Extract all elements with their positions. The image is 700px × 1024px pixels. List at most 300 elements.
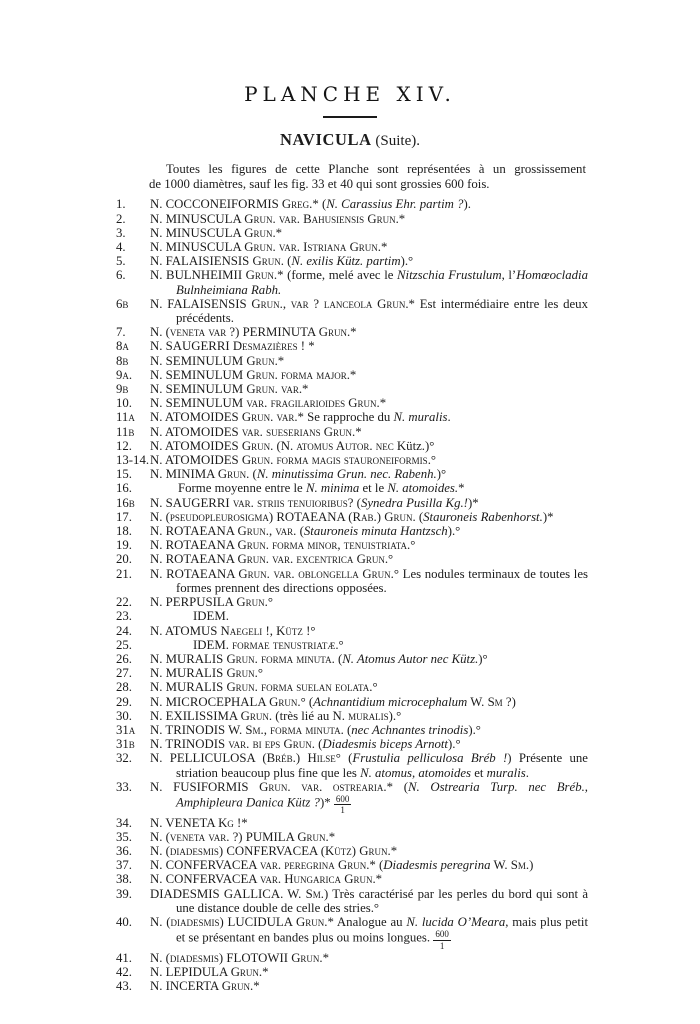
text-segment: . (525, 765, 529, 780)
item-text (150, 538, 588, 552)
item-number: 23. (116, 609, 132, 624)
text-segment: )° (478, 651, 488, 666)
list-item (116, 254, 588, 268)
text-segment: N. ROTAEANA (150, 524, 238, 539)
text-segment: N. ( (150, 950, 170, 965)
text-segment: Grun. (240, 708, 273, 723)
text-segment: * (forme, melé avec le (277, 268, 398, 283)
text-segment: N. minima (305, 481, 360, 496)
text-segment: (très lié au N. (272, 708, 349, 723)
item-number: 8b (116, 353, 129, 368)
text-segment: ° (338, 637, 344, 652)
text-segment: N. MICROCEPHALA (150, 694, 270, 709)
list-item (116, 737, 588, 751)
text-segment: Grun. var. (246, 382, 303, 397)
list-item (116, 538, 588, 552)
item-text (150, 268, 588, 296)
text-segment: ° ( (300, 694, 314, 709)
text-segment: Diadesmis peregrina (383, 858, 491, 873)
item-number: 38. (116, 872, 132, 887)
list-item (116, 212, 588, 226)
item-text (150, 354, 588, 368)
item-number: 11a (116, 410, 135, 425)
text-segment: ° Les nodules terminaux de toutes les formes prennent des directions opposées. (176, 566, 588, 595)
text-segment: Kütz (276, 623, 303, 638)
item-number: 19. (116, 538, 132, 553)
text-segment: Grun. (244, 225, 276, 240)
item-number: 5. (116, 254, 126, 269)
text-segment: ) CONFERVACEA ( (218, 844, 326, 859)
text-segment: ) (376, 509, 385, 524)
item-text (150, 780, 588, 816)
text-segment: * (398, 211, 406, 226)
text-segment: ).° (468, 722, 481, 737)
text-segment: ! * (297, 339, 315, 354)
text-segment: N. MINUSCULA (150, 211, 245, 226)
text-segment: ( (249, 467, 257, 482)
text-segment: muralis (486, 765, 526, 780)
item-text (150, 339, 588, 353)
text-segment: . (447, 410, 451, 425)
text-segment: N. ROTAEANA (150, 552, 238, 567)
text-segment: muralis (348, 708, 389, 723)
text-segment: )* (542, 509, 554, 524)
text-segment: Frustulia pelliculosa Bréb ! (352, 751, 508, 766)
text-segment: * (390, 844, 398, 859)
text-segment: Sm. (305, 886, 324, 901)
item-number: 22. (116, 595, 132, 610)
list-item (116, 567, 588, 595)
text-segment: * (349, 367, 357, 382)
genus-name: NAVICULA (280, 130, 372, 149)
item-number: 4. (116, 240, 126, 255)
fraction-denominator: 1 (340, 805, 345, 816)
list-item (116, 552, 588, 566)
text-segment: var. sueserians Grun. (241, 424, 356, 439)
item-text (150, 595, 588, 609)
text-segment: var. Hungarica Grun. (260, 872, 376, 887)
text-segment: IDEM. (193, 609, 229, 624)
text-segment: N. MINUSCULA (150, 240, 245, 255)
text-segment: Grun. (291, 950, 323, 965)
list-item (116, 268, 588, 296)
text-segment: N. ( (150, 829, 170, 844)
text-segment: Grun. (297, 829, 329, 844)
list-item (116, 354, 588, 368)
list-item (116, 609, 588, 623)
text-segment: ). (463, 197, 471, 212)
text-segment: N. SAUGERRI (150, 495, 233, 510)
text-segment: ° (388, 552, 394, 567)
text-segment: Hilse (307, 751, 336, 766)
text-segment: N. Carassius Ehr. partim ? (326, 197, 464, 212)
text-segment: ).° (400, 254, 414, 269)
item-text (150, 709, 588, 723)
item-number: 10. (116, 396, 132, 411)
text-segment: nec Achnantes trinodis (351, 722, 469, 737)
item-text (150, 965, 588, 979)
text-segment: N. SAUGERRI (150, 339, 233, 354)
text-segment: Grun. var. oblongella Grun. (238, 566, 394, 581)
text-segment: N. lucida O’Meara (406, 915, 506, 930)
text-segment: )° (436, 467, 447, 482)
text-segment: Forme moyenne entre le (178, 481, 306, 496)
text-segment: * (322, 950, 330, 965)
item-text (150, 496, 588, 510)
list-item (116, 858, 588, 872)
list-item (116, 226, 588, 240)
item-number: 21. (116, 566, 132, 581)
item-number: 9a. (116, 367, 133, 382)
text-segment: Stauroneis Rabenhorst. (423, 509, 543, 524)
item-text (150, 737, 588, 751)
item-text (150, 624, 588, 638)
text-segment: Homœocladia Bulnheimiana Rabh. (176, 268, 588, 297)
item-text (150, 751, 588, 779)
text-segment: Kütz.)° (393, 438, 435, 453)
plate-title: PLANCHE XIV. (244, 82, 456, 106)
item-number: 31a (116, 722, 136, 737)
text-segment: N. PELLICULOSA ( (150, 751, 267, 766)
list-item (116, 481, 588, 495)
list-item (116, 339, 588, 353)
text-segment: N. ROTAEANA (150, 566, 239, 581)
item-text (150, 567, 588, 595)
list-item (116, 325, 588, 339)
text-segment: , l’ (501, 268, 517, 283)
item-text (150, 609, 588, 623)
text-segment: N. MURALIS (150, 666, 227, 681)
text-segment: Grun. (245, 268, 278, 283)
list-item (116, 830, 588, 844)
list-item (116, 915, 588, 951)
text-segment: ) PUMILA (238, 829, 298, 844)
text-segment: Grun. (236, 595, 268, 610)
text-segment: ) Présente une striation beaucoup plus fine que les (176, 751, 588, 780)
list-item (116, 595, 588, 609)
text-segment: N. EXILISSIMA (150, 708, 241, 723)
text-segment: W. (467, 694, 488, 709)
text-segment: Sm. (510, 858, 530, 873)
list-item (116, 410, 588, 424)
text-segment: veneta var ? (169, 325, 236, 340)
text-segment: pseudopleurosigma (169, 509, 269, 524)
list-item (116, 979, 588, 993)
item-number: 13-14. (116, 453, 150, 468)
item-text (150, 325, 588, 339)
text-segment: ° (372, 680, 378, 695)
list-item (116, 524, 588, 538)
item-text (150, 830, 588, 844)
text-segment: N. MURALIS (150, 680, 227, 695)
text-segment: Grun. forma minuta. (226, 651, 335, 666)
item-number: 18. (116, 524, 132, 539)
text-segment: * (379, 396, 387, 411)
species-list (0, 197, 700, 993)
item-number: 24. (116, 623, 132, 638)
list-item (116, 887, 588, 915)
item-number: 8a (116, 339, 129, 354)
text-segment: atomus Autor. nec (296, 438, 394, 453)
list-item (116, 510, 588, 524)
intro-line-2: de 1000 diamètres, sauf les fig. 33 et 40 qui sont grossies 600 fois. (149, 177, 490, 192)
text-segment: N. muralis (393, 410, 448, 425)
text-segment: ).° (448, 737, 461, 752)
fraction-numerator: 600 (435, 929, 449, 940)
text-segment: W. (490, 858, 511, 873)
item-number: 39. (116, 886, 132, 901)
text-segment: * (253, 979, 260, 994)
text-segment: N. ( (150, 915, 171, 930)
item-number: 16. (116, 481, 132, 496)
text-segment: ?) (502, 694, 516, 709)
item-number: 17. (116, 509, 132, 524)
list-item (116, 965, 588, 979)
magnification-fraction (433, 929, 451, 951)
text-segment: Rab. (352, 509, 377, 524)
text-segment: N. SEMINULUM (150, 382, 247, 397)
item-number: 31b (116, 737, 135, 752)
item-number: 33. (116, 779, 132, 794)
text-segment: Grun., var. (237, 524, 297, 539)
list-item (116, 872, 588, 886)
item-number: 15. (116, 467, 132, 482)
item-text (150, 887, 588, 915)
magnification-fraction (334, 794, 352, 816)
text-segment: ( (353, 495, 361, 510)
item-text (150, 695, 588, 709)
text-segment: !* (233, 815, 248, 830)
item-text (150, 951, 588, 965)
item-number: 40. (116, 915, 132, 930)
item-text (150, 197, 588, 211)
text-segment: ( (415, 509, 424, 524)
text-segment: N. SEMINULUM (150, 353, 247, 368)
text-segment: Grun. (359, 844, 391, 859)
text-segment: var. bi eps Grun. (228, 737, 315, 752)
text-segment: diadesmis (170, 915, 220, 930)
list-item (116, 197, 588, 211)
list-item (116, 453, 588, 467)
item-text (150, 652, 588, 666)
text-segment: )* (319, 795, 334, 810)
text-segment: N. atomus, atomoides (360, 765, 472, 780)
item-number: 7. (116, 325, 126, 340)
list-item (116, 723, 588, 737)
fraction-numerator: 600 (335, 793, 350, 804)
item-number: 34. (116, 815, 132, 830)
text-segment: Diadesmis biceps Arnott (322, 737, 448, 752)
text-segment: N. ( (150, 844, 170, 859)
text-segment: Grun. (318, 325, 351, 340)
item-text (150, 481, 588, 495)
text-segment: N. ROTAEANA (150, 538, 238, 553)
list-item (116, 240, 588, 254)
title-rule (323, 116, 377, 118)
text-segment: formae tenustriatæ. (232, 637, 339, 652)
text-segment: ) LUCIDULA (219, 915, 297, 930)
text-segment: N. minutissima Grun. nec. Rabenh. (256, 467, 437, 482)
text-segment: ) (529, 858, 534, 873)
list-item (116, 439, 588, 453)
item-text (150, 872, 588, 886)
genus-suffix: (Suite). (371, 133, 420, 149)
text-segment: , mais plus petit et se présentant en bandes plus ou moins longues. (176, 915, 589, 945)
text-segment: IDEM. (193, 637, 233, 652)
text-segment: N. SEMINULUM (150, 367, 247, 382)
text-segment: Grun. forma minor, tenuistriata. (237, 538, 411, 553)
text-segment: N. exilis Kütz. partim (291, 254, 401, 269)
item-number: 20. (116, 552, 132, 567)
text-segment: N. ( (150, 509, 170, 524)
text-segment: * (355, 424, 362, 439)
text-segment: N. CONFERVACEA (150, 872, 261, 887)
text-segment: ° ( (335, 751, 353, 766)
text-segment: (N. (273, 438, 297, 453)
text-segment: Stauroneis minuta Hantzsch (303, 524, 448, 539)
fraction-denominator: 1 (439, 940, 445, 951)
text-segment: Kg (218, 815, 234, 830)
item-number: 30. (116, 708, 132, 723)
text-segment: N. MINUSCULA (150, 225, 245, 240)
text-segment: ( (283, 254, 292, 269)
item-text (150, 382, 588, 396)
text-segment: N. Atomus Autor nec Kütz. (342, 651, 479, 666)
item-text (150, 212, 588, 226)
item-number: 16b (116, 495, 135, 510)
text-segment: Grun. forma magis stauroneiformis. (241, 453, 431, 468)
item-text (150, 680, 588, 694)
text-segment: ).° (447, 524, 461, 539)
text-segment: * Analogue au (327, 915, 407, 930)
text-segment: Achnantidium microcephalum (313, 694, 468, 709)
text-segment: N. ATOMUS (150, 623, 221, 638)
text-segment: N. MINIMA (150, 467, 218, 482)
text-segment: et le (359, 481, 388, 496)
list-item (116, 816, 588, 830)
item-text (150, 915, 588, 951)
item-text (150, 816, 588, 830)
item-number: 29. (116, 694, 132, 709)
list-item (116, 680, 588, 694)
text-segment: * (350, 325, 357, 340)
item-text (150, 723, 588, 737)
text-segment: ( (296, 524, 304, 539)
text-segment: diadesmis (169, 844, 219, 859)
list-item (116, 396, 588, 410)
text-segment: ° (267, 595, 273, 610)
item-number: 37. (116, 858, 132, 873)
list-item (116, 467, 588, 481)
text-segment: N. TRINODIS (150, 737, 229, 752)
text-segment: Grun. var. Istriana Grun. (244, 240, 382, 255)
genus-heading (0, 130, 700, 150)
item-number: 36. (116, 844, 132, 859)
text-segment: Grun. (221, 979, 254, 994)
item-text (150, 425, 588, 439)
text-segment: var. striis tenuioribus? (232, 495, 354, 510)
item-number: 26. (116, 651, 132, 666)
text-segment: N. ATOMOIDES (150, 438, 242, 453)
list-item (116, 652, 588, 666)
text-segment: ° (430, 453, 437, 468)
item-text (150, 858, 588, 872)
item-text (150, 666, 588, 680)
item-number: 6. (116, 268, 126, 283)
text-segment: Grun. (226, 666, 258, 681)
list-item (116, 666, 588, 680)
text-segment: Sm (487, 694, 503, 709)
item-number: 28. (116, 680, 132, 695)
item-number: 42. (116, 965, 132, 980)
text-segment: * Est intermédiaire entre les deux précédents. (176, 296, 588, 326)
text-segment: Grun. var. excentrica Grun. (237, 552, 389, 567)
text-segment: N. ATOMOIDES (150, 424, 242, 439)
item-text (150, 552, 588, 566)
text-segment: N. ( (150, 325, 170, 340)
text-segment: et (471, 765, 487, 780)
list-item (116, 638, 588, 652)
item-text (150, 368, 588, 382)
text-segment: N. COCCONEIFORMIS (150, 197, 282, 212)
item-number: 41. (116, 950, 132, 965)
text-segment: DIADESMIS GALLICA. W. (150, 886, 306, 901)
list-item (116, 951, 588, 965)
text-segment: )* (467, 495, 479, 510)
item-text (150, 844, 588, 858)
text-segment: N. Ostrearia Turp. nec Bréb., Amphipleura Danica Kütz ? (176, 779, 589, 810)
text-segment: Bréb. (266, 751, 296, 766)
text-segment: ) (295, 751, 308, 766)
item-text (150, 524, 588, 538)
list-item (116, 382, 588, 396)
list-item (116, 297, 588, 325)
text-segment: N. FALAISIENSIS (150, 254, 253, 269)
text-segment: * Se rapproche du (297, 410, 394, 425)
text-segment: veneta var. ? (169, 829, 239, 844)
item-text (150, 254, 588, 268)
text-segment: ( (343, 722, 352, 737)
text-segment: ° (257, 666, 264, 681)
text-segment: Grun. forma suelan eolata. (226, 680, 373, 695)
text-segment: ).° (388, 708, 402, 723)
text-segment: * (375, 872, 383, 887)
text-segment: Naegeli (220, 623, 263, 638)
text-segment: * (458, 481, 465, 496)
text-segment: Grun. (296, 915, 328, 930)
text-segment: N. ATOMOIDES (150, 410, 242, 425)
text-segment: N. TRINODIS W. (150, 722, 246, 737)
text-segment: ) (351, 844, 360, 859)
text-segment: * (262, 965, 269, 980)
text-segment: * ( (312, 197, 327, 212)
list-item (116, 425, 588, 439)
text-segment: Grun. (230, 965, 263, 980)
text-segment: Grun. var. Bahusiensis Grun. (244, 211, 399, 226)
list-item (116, 368, 588, 382)
text-segment: N. ATOMOIDES (150, 453, 242, 468)
text-segment: * (328, 829, 336, 844)
text-segment: Grun. (246, 353, 278, 368)
text-segment: ) PERMINUTA (235, 325, 319, 340)
text-segment: N. INCERTA (150, 979, 222, 994)
text-segment: Grun. (269, 694, 301, 709)
text-segment: N. CONFERVACEA (150, 858, 261, 873)
indent-spacer (150, 491, 178, 492)
text-segment: * (275, 225, 283, 240)
text-segment: Sm., forma minuta. (245, 722, 344, 737)
text-segment: N. VENETA (150, 815, 219, 830)
